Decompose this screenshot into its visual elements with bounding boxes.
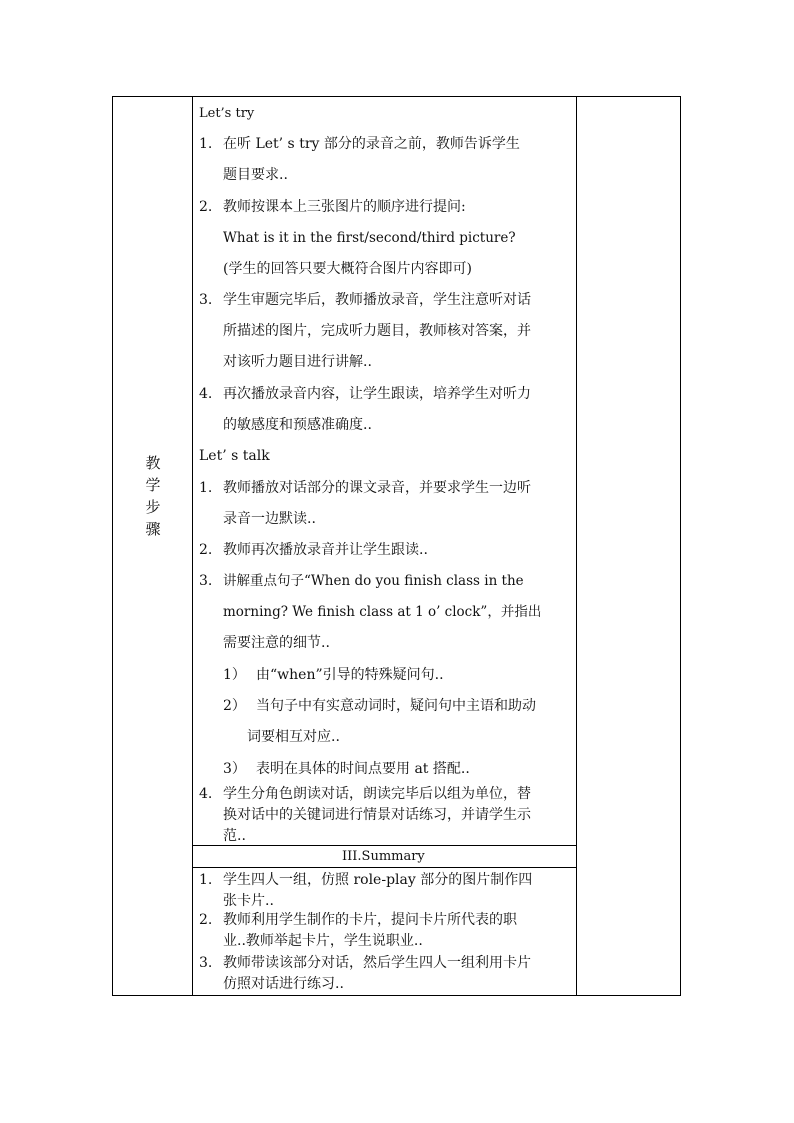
- summary-item-1-num: 1.: [199, 872, 213, 888]
- lets-try-item-3-num: 3.: [199, 292, 213, 308]
- lets-talk-heading: Let’ s talk: [199, 448, 270, 464]
- lets-talk-item-3-num: 3.: [199, 573, 213, 589]
- lets-talk-item-1-line-1: 教师播放对话部分的课文录音，并要求学生一边听: [223, 480, 531, 496]
- lets-try-item-1-num: 1.: [199, 136, 213, 152]
- lets-try-item-4-num: 4.: [199, 386, 213, 402]
- lets-talk-item-1-line-2: 录音一边默读..: [223, 511, 316, 527]
- summary-item-3-line-1: 教师带读该部分对话，然后学生四人一组利用卡片: [223, 955, 531, 971]
- lets-talk-subitem-3-num: 3）: [223, 761, 246, 777]
- summary-heading: III.Summary: [342, 849, 425, 864]
- lets-talk-subitem-1-num: 1）: [223, 667, 246, 683]
- lets-talk-item-4-line-2: 换对话中的关键词进行情景对话练习，并请学生示: [223, 807, 531, 823]
- lets-talk-subitem-1-line-1: 由“when”引导的特殊疑问句..: [256, 667, 444, 683]
- summary-divider-bottom: [192, 867, 577, 868]
- summary-item-3-num: 3.: [199, 955, 213, 971]
- lets-talk-item-1-num: 1.: [199, 480, 213, 496]
- lets-try-item-2-num: 2.: [199, 199, 213, 215]
- lets-talk-subitem-3-line-1: 表明在具体的时间点要用 at 搭配..: [256, 761, 470, 777]
- summary-item-2-num: 2.: [199, 912, 213, 928]
- section-label: 教学步骤: [145, 454, 161, 538]
- table-border-top: [112, 96, 681, 97]
- lets-talk-subitem-2-num: 2）: [223, 698, 246, 714]
- table-border-bottom: [112, 995, 681, 996]
- summary-item-3-line-2: 仿照对话进行练习..: [223, 976, 344, 992]
- lets-talk-subitem-2-line-2: 词要相互对应..: [247, 729, 340, 745]
- lets-try-item-3-line-3: 对该听力题目进行讲解..: [223, 354, 372, 370]
- lets-try-item-2-line-2: What is it in the first/second/third picture?: [223, 230, 516, 246]
- lets-try-heading: Let’s try: [199, 106, 255, 121]
- lets-try-item-3-line-1: 学生审题完毕后，教师播放录音，学生注意听对话: [223, 292, 531, 308]
- lets-talk-item-4-line-3: 范..: [223, 828, 246, 844]
- summary-item-2-line-2: 业..教师举起卡片，学生说职业..: [223, 933, 423, 949]
- lets-try-item-1-line-2: 题目要求..: [223, 167, 288, 183]
- table-border-right: [680, 96, 681, 996]
- lets-talk-item-3-line-3: 需要注意的细节..: [223, 635, 330, 651]
- lets-talk-item-2-num: 2.: [199, 542, 213, 558]
- lets-talk-item-3-line-1: 讲解重点句子“When do you finish class in the: [223, 573, 524, 589]
- lets-talk-item-3-line-2: morning? We finish class at 1 o’ clock”，并指出: [223, 604, 542, 620]
- summary-divider-top: [192, 845, 577, 846]
- summary-item-1-line-2: 张卡片..: [223, 893, 274, 909]
- lets-try-item-1-line-1: 在听 Let’ s try 部分的录音之前，教师告诉学生: [223, 136, 520, 152]
- section-label-cell: [113, 97, 193, 995]
- lets-talk-subitem-2-line-1: 当句子中有实意动词时，疑问句中主语和助动: [256, 698, 536, 714]
- table-border-col2: [576, 96, 577, 996]
- summary-item-1-line-1: 学生四人一组，仿照 role-play 部分的图片制作四: [223, 872, 533, 888]
- lets-talk-item-4-line-1: 学生分角色朗读对话，朗读完毕后以组为单位，替: [223, 786, 531, 802]
- lets-try-item-2-line-1: 教师按课本上三张图片的顺序进行提问:: [223, 199, 466, 215]
- summary-item-2-line-1: 教师利用学生制作的卡片，提问卡片所代表的职: [223, 912, 517, 928]
- lets-try-item-3-line-2: 所描述的图片，完成听力题目，教师核对答案，并: [223, 323, 531, 339]
- lets-try-item-4-line-1: 再次播放录音内容，让学生跟读，培养学生对听力: [223, 386, 531, 402]
- lets-talk-item-4-num: 4.: [199, 786, 213, 802]
- lets-try-item-4-line-2: 的敏感度和预感准确度..: [223, 417, 372, 433]
- lets-talk-item-2-line-1: 教师再次播放录音并让学生跟读..: [223, 542, 428, 558]
- lets-try-item-2-line-3: (学生的回答只要大概符合图片内容即可): [223, 261, 472, 277]
